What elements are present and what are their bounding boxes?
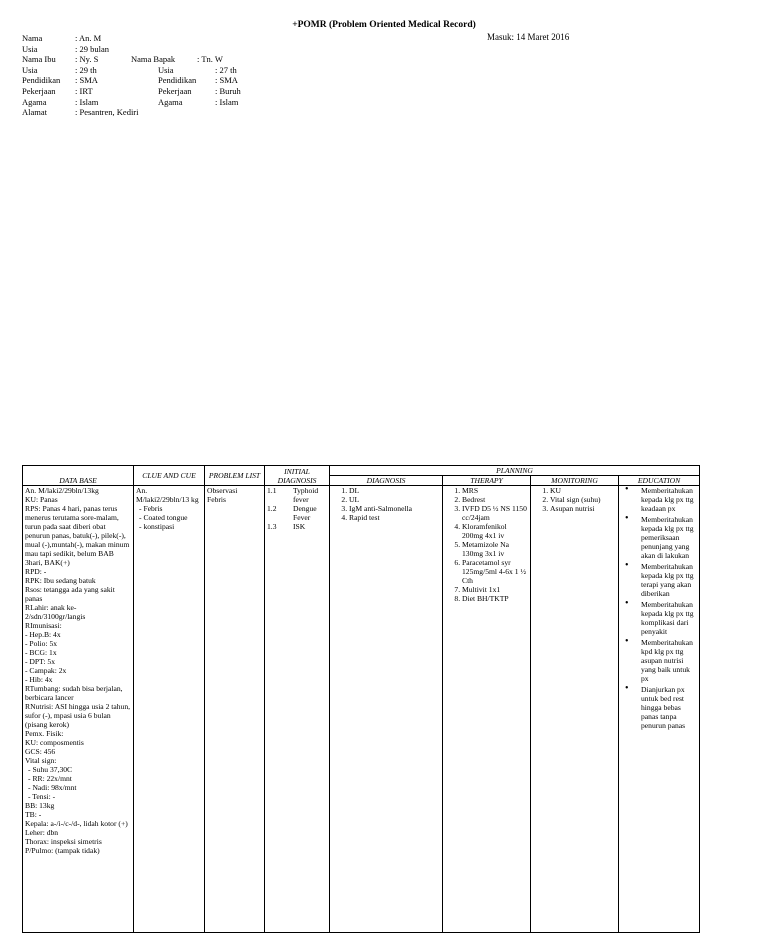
education-item: • Memberitahukan kpd klg px ttg asupan nutrisi yang baik untuk px	[641, 638, 697, 683]
database-line: KU: Panas	[25, 495, 58, 504]
clue-item: - konstipasi	[148, 522, 202, 531]
diagnosis-item: 4. Rapid test	[349, 513, 440, 522]
database-line: - BCG: 1x	[25, 648, 57, 657]
diagnosis-number: 1.2	[267, 504, 277, 513]
database-line: RTumbang: sudah bisa berjalan, berbicara lancer	[25, 684, 123, 702]
header-clue: CLUE AND CUE	[134, 466, 205, 486]
monitoring-item: 2. Vital sign (suhu)	[550, 495, 616, 504]
document-title: +POMR (Problem Oriented Medical Record)	[292, 20, 476, 30]
initial-diagnosis-cell	[265, 486, 330, 933]
database-line: RPD: -	[25, 567, 47, 576]
therapy-item: 4. Kloramfenikol 200mg 4x1 iv	[462, 522, 528, 540]
problem-line: Observasi	[207, 486, 238, 495]
education-item: • Memberitahukan kepada klg px ttg terapi yang akan diberikan	[641, 562, 697, 598]
database-line: RPS: Panas 4 hari, panas terus menerus terutama sore-malam, turun pada saat diberi obat penurun panas, batuk(-), pilek(-), mual (-),muntah(-), makan minum mau tapi sedikit, belum BAB 3hari, BAK(+)	[25, 504, 130, 567]
therapy-item: 5. Metamizole Na 130mg 3x1 iv	[462, 540, 528, 558]
database-line: Vital sign:	[25, 756, 57, 765]
database-line: BB: 13kg	[25, 801, 55, 810]
database-line: RNutrisi: ASI hingga usia 2 tahun, sufor (-), mpasi usia 6 bulan (pisang kerok)	[25, 702, 131, 729]
database-line: Kepala: a-/i-/c-/d-, lidah kotor (+)	[25, 819, 128, 828]
database-line: - Hib: 4x	[25, 675, 53, 684]
education-item: • Dianjurkan px untuk bed rest hingga bebas panas tanpa penurun panas	[641, 685, 697, 730]
diagnosis-number: 1.1	[267, 486, 277, 495]
pomr-table	[22, 465, 700, 933]
admission-date: Masuk: 14 Maret 2016	[487, 32, 570, 42]
database-tail	[25, 801, 131, 855]
planning-diagnosis-cell	[330, 486, 443, 933]
education-item: • Memberitahukan kepada klg px ttg keadaan px	[641, 486, 697, 513]
header-therapy: THERAPY	[443, 476, 531, 486]
diagnosis-list	[332, 486, 440, 522]
database-line: Leher: dbn	[25, 828, 59, 837]
header-planning: PLANNING	[330, 466, 700, 476]
database-line: GCS: 456	[25, 747, 56, 756]
header-database: DATA BASE	[23, 466, 134, 486]
clue-head: An. M/laki2/29bln/13 kg	[136, 486, 199, 504]
database-line: An. M/laki2/29bln/13kg	[25, 486, 99, 495]
database-line: - Campak: 2x	[25, 666, 67, 675]
therapy-item: 1. MRS	[462, 486, 528, 495]
clue-item: - Coated tongue	[148, 513, 202, 522]
diagnosis-number: 1.3	[267, 522, 277, 531]
database-line: Thorax: inspeksi simetris	[25, 837, 102, 846]
initial-diagnosis-item	[267, 504, 327, 522]
therapy-list	[445, 486, 528, 603]
database-cell	[23, 486, 134, 933]
vital-sign-item: - Suhu 37,30C	[37, 765, 131, 774]
planning-monitoring-cell	[531, 486, 619, 933]
education-item: • Memberitahukan kepada klg px ttg pemeriksaan penunjang yang akan di lakukan	[641, 515, 697, 560]
diagnosis-item: 3. IgM anti-Salmonella	[349, 504, 440, 513]
database-line: RImunisasi:	[25, 621, 62, 630]
therapy-item: 8. Diet BH/TKTP	[462, 594, 528, 603]
database-line: - Hep.B: 4x	[25, 630, 61, 639]
vital-sign-item: - Nadi: 98x/mnt	[37, 783, 131, 792]
database-line: Pemx. Fisik:	[25, 729, 64, 738]
problem-line: Febris	[207, 495, 226, 504]
clue-item: - Febris	[148, 504, 202, 513]
header-diagnosis: DIAGNOSIS	[330, 476, 443, 486]
header-education: EDUCATION	[619, 476, 700, 486]
database-line: RPK: Ibu sedang batuk	[25, 576, 96, 585]
initial-diagnosis-item	[267, 486, 327, 504]
database-line: TB: -	[25, 810, 42, 819]
database-lines	[25, 486, 131, 765]
vital-sign-item: - Tensi: -	[37, 792, 131, 801]
monitoring-item: 1. KU	[550, 486, 616, 495]
problem-cell	[205, 486, 265, 933]
clue-cell	[134, 486, 205, 933]
education-item: • Memberitahukan kepada klg px ttg komplikasi dari penyakit	[641, 600, 697, 636]
initial-diagnosis-item	[267, 522, 327, 531]
therapy-item: 6. Paracetamol syr 125mg/5ml 4-6x 1 ½ Cth	[462, 558, 528, 585]
therapy-item: 3. IVFD D5 ½ NS 1150 cc/24jam	[462, 504, 528, 522]
vital-sign-list	[25, 765, 131, 801]
database-line: KU: composmentis	[25, 738, 84, 747]
clue-list	[136, 504, 202, 531]
header-problem-list: PROBLEM LIST	[205, 466, 265, 486]
therapy-item: 2. Bedrest	[462, 495, 528, 504]
header-initial-diagnosis: INITIAL DIAGNOSIS	[265, 466, 330, 486]
database-line: RLahir: anak ke-2/sdn/3100gr/langis	[25, 603, 86, 621]
vital-sign-item: - RR: 22x/mnt	[37, 774, 131, 783]
database-line: P/Pulmo: (tampak tidak)	[25, 846, 100, 855]
monitoring-item: 3. Asupan nutrisi	[550, 504, 616, 513]
database-line: - DPT: 5x	[25, 657, 55, 666]
diagnosis-item: 1. DL	[349, 486, 440, 495]
planning-therapy-cell	[443, 486, 531, 933]
therapy-item: 7. Multivit 1x1	[462, 585, 528, 594]
database-line: - Polio: 5x	[25, 639, 58, 648]
monitoring-list	[533, 486, 616, 513]
header-monitoring: MONITORING	[531, 476, 619, 486]
diagnosis-text: Typhoid fever	[293, 486, 319, 504]
diagnosis-text: Dengue Fever	[293, 504, 317, 522]
planning-education-cell	[619, 486, 700, 933]
education-list	[621, 486, 697, 730]
diagnosis-text: ISK	[293, 522, 306, 531]
diagnosis-item: 2. UL	[349, 495, 440, 504]
database-line: Rsos: tetangga ada yang sakit panas	[25, 585, 115, 603]
